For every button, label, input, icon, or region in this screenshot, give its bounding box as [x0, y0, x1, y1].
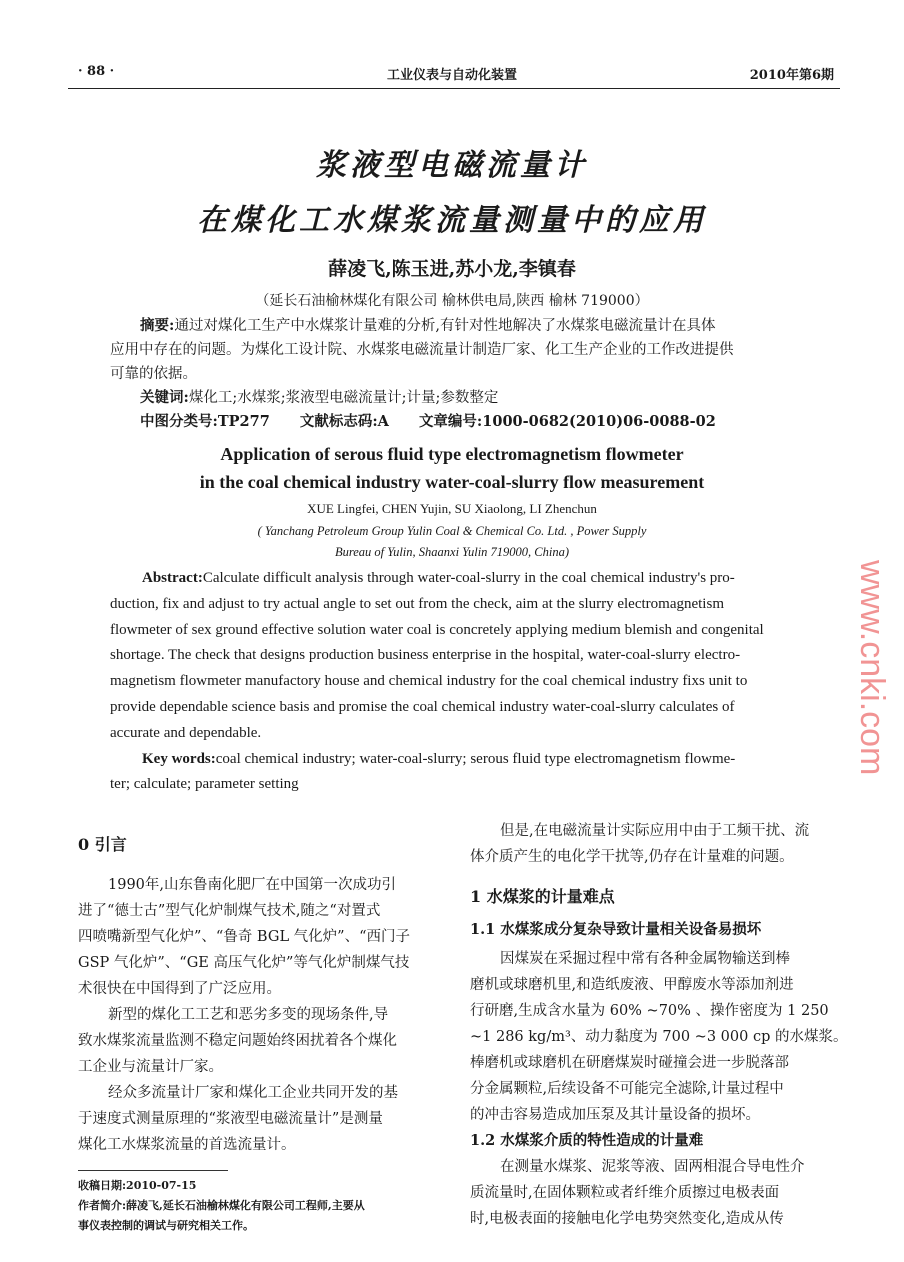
- header-rule: [68, 88, 840, 89]
- body-line: 进了“德士古”型气化炉制煤气技术,随之“对置式: [78, 903, 381, 919]
- body-line: 四喷嘴新型气化炉”、“鲁奇 BGL 气化炉”、“西门子: [78, 929, 411, 945]
- doc-code: 文献标志码:A: [299, 413, 389, 430]
- footnote-rule: [78, 1170, 228, 1171]
- title-line-1: 浆液型电磁流量计: [316, 148, 588, 183]
- body-line: 因煤炭在采掘过程中常有各种金属物输送到棒: [500, 951, 790, 967]
- right-column: [470, 818, 848, 1232]
- abstract-en-line: provide dependable science basis and promise the coal chemical industry water-coal-slurry calculates of: [110, 698, 735, 715]
- body-line: 质流量时,在固体颗粒或者纤维介质擦过电极表面: [470, 1185, 780, 1201]
- keywords-en-line: ter; calculate; parameter setting: [110, 776, 299, 793]
- watermark: www.cnki.com: [853, 560, 891, 776]
- author-bio: 事仪表控制的调试与研究相关工作。: [78, 1219, 254, 1232]
- article-number: 文章编号:1000-0682(2010)06-0088-02: [418, 413, 716, 430]
- title-en-1: Application of serous fluid type electromagnetism flowmeter: [220, 444, 684, 464]
- page-number: · 88 ·: [78, 64, 115, 79]
- keywords-label: 关键词:: [140, 389, 189, 406]
- authors: 薛凌飞,陈玉进,苏小龙,李镇春: [328, 258, 576, 280]
- body-line: 分金属颗粒,后续设备不可能完全滤除,计量过程中: [470, 1081, 784, 1097]
- body-line: 行研磨,生成含水量为 60% ~70% 、操作密度为 1 250: [470, 1003, 829, 1019]
- abstract-en-label: Abstract:: [142, 570, 203, 586]
- body-line: 经众多流量计厂家和煤化工企业共同开发的基: [108, 1085, 398, 1101]
- abstract-en-line: flowmeter of sex ground effective solution water coal is concretely applying medium blemish and congenital: [110, 621, 764, 638]
- abstract-en-line: Calculate difficult analysis through water-coal-slurry in the coal chemical industry's pro-: [202, 570, 735, 586]
- received-date: 收稿日期:2010-07-15: [78, 1179, 197, 1192]
- affiliation-en-1: ( Yanchang Petroleum Group Yulin Coal & Chemical Co. Ltd. , Power Supply: [257, 524, 647, 538]
- abstract-line: 可靠的依据。: [110, 366, 197, 382]
- subsection-heading: 1.1 水煤浆成分复杂导致计量相关设备易损坏: [470, 921, 762, 938]
- title-line-2: 在煤化工水煤浆流量测量中的应用: [197, 203, 707, 238]
- journal-name: 工业仪表与自动化装置: [386, 68, 517, 83]
- body-line: 棒磨机或球磨机在研磨煤炭时碰撞会进一步脱落部: [470, 1055, 789, 1071]
- body-line: 煤化工水煤浆流量的首选流量计。: [78, 1137, 296, 1153]
- body-line: 的冲击容易造成加压泵及其计量设备的损坏。: [470, 1107, 760, 1123]
- body-line: 术很快在中国得到了广泛应用。: [78, 981, 281, 997]
- abstract-cn: [110, 314, 852, 434]
- abstract-label: 摘要:: [140, 317, 175, 334]
- keywords-en-line: coal chemical industry; water-coal-slurry; serous fluid type electromagnetism flowme-: [215, 750, 736, 767]
- section-heading: 0 引言: [78, 835, 127, 854]
- body-line: 于速度式测量原理的“浆液型电磁流量计”是测量: [78, 1111, 383, 1127]
- author-bio: 作者简介:薛凌飞,延长石油榆林煤化有限公司工程师,主要从: [78, 1199, 365, 1212]
- abstract-en: [110, 566, 822, 798]
- body-line: 1990年,山东鲁南化肥厂在中国第一次成功引: [108, 877, 397, 893]
- abstract-en-line: magnetism flowmeter manufactory house and chemical industry for the coal chemical industry fixs unit to: [110, 673, 748, 690]
- body-line: 致水煤浆流量监测不稳定问题始终困扰着各个煤化: [78, 1033, 397, 1049]
- keywords-en-label: Key words:: [142, 750, 216, 767]
- subsection-heading: 1.2 水煤浆介质的特性造成的计量难: [470, 1132, 704, 1149]
- body-line: ~1 286 kg/m³、动力黏度为 700 ~3 000 cp 的水煤浆。: [470, 1029, 848, 1045]
- issue: 2010年第6期: [749, 68, 834, 83]
- body-line: 体介质产生的电化学干扰等,仍存在计量难的问题。: [470, 849, 794, 865]
- authors-en: XUE Lingfei, CHEN Yujin, SU Xiaolong, LI Zhenchun: [307, 501, 597, 516]
- body-line: 新型的煤化工工艺和恶劣多变的现场条件,导: [108, 1007, 389, 1023]
- keywords-text: 煤化工;水煤浆;浆液型电磁流量计;计量;参数整定: [188, 390, 499, 406]
- section-heading: 1 水煤浆的计量难点: [470, 887, 615, 906]
- abstract-en-line: accurate and dependable.: [110, 724, 262, 741]
- body-line: 但是,在电磁流量计实际应用中由于工频干扰、流: [500, 823, 810, 839]
- abstract-line: 通过对煤化工生产中水煤浆计量难的分析,有针对性地解决了水煤浆电磁流量计在具体: [174, 318, 716, 334]
- left-column: [78, 832, 440, 1158]
- abstract-line: 应用中存在的问题。为煤化工设计院、水煤浆电磁流量计制造厂家、化工生产企业的工作改进提供: [110, 342, 734, 358]
- affiliation: （延长石油榆林煤化有限公司 榆林供电局,陕西 榆林 719000）: [255, 293, 649, 309]
- clc-number: 中图分类号:TP277: [140, 413, 270, 430]
- body-line: 在测量水煤浆、泥浆等液、固两相混合导电性介: [500, 1159, 805, 1175]
- body-line: 工企业与流量计厂家。: [78, 1059, 223, 1075]
- footnotes: [78, 1176, 365, 1236]
- body-line: 时,电极表面的接触电化学电势突然变化,造成从传: [470, 1211, 784, 1227]
- title-en-2: in the coal chemical industry water-coal-slurry flow measurement: [199, 472, 705, 492]
- affiliation-en-2: Bureau of Yulin, Shaanxi Yulin 719000, China): [334, 545, 570, 559]
- body-line: 磨机或球磨机里,和造纸废液、甲醇废水等添加剂进: [470, 977, 794, 993]
- abstract-en-line: shortage. The check that designs production business enterprise in the hospital, water-coal-slurry electro-: [110, 647, 741, 664]
- abstract-en-line: duction, fix and adjust to try actual angle to set out from the check, aim at the slurry electromagnetism: [110, 595, 724, 612]
- body-line: GSP 气化炉”、“GE 高压气化炉”等气化炉制煤气技: [78, 955, 410, 971]
